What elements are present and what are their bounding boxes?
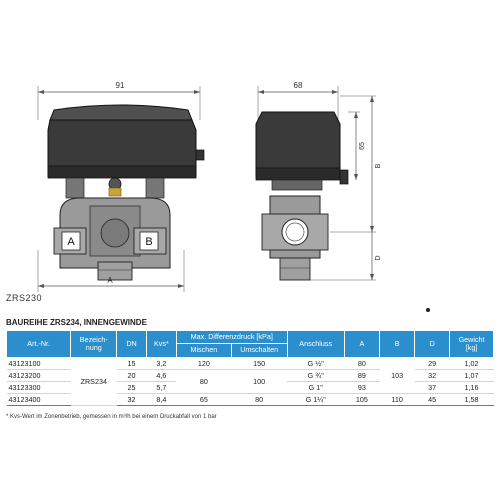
port-b-label: B (145, 236, 153, 248)
header-dn: DN (117, 331, 147, 358)
cell-dn: 25 (117, 381, 147, 393)
cell-art-nr: 43123200 (7, 369, 71, 381)
front-a-label: A (107, 276, 113, 285)
cell-kvs: 3,2 (146, 357, 176, 369)
header-b: B (380, 331, 415, 358)
cell-anschluss: G ¾" (287, 369, 344, 381)
cell-gewicht: 1,58 (450, 393, 494, 405)
header-anschluss: Anschluss (287, 331, 344, 358)
cell-b: 103 (380, 357, 415, 393)
cell-mischen: 80 (176, 369, 231, 393)
header-gewicht: Gewicht [kg] (450, 331, 494, 358)
header-d: D (415, 331, 450, 358)
model-label: ZRS230 (6, 293, 43, 303)
cell-d: 37 (415, 381, 450, 393)
cell-a: 105 (344, 393, 379, 405)
series-title: BAUREIHE ZRS234, INNENGEWINDE (6, 318, 147, 327)
side-b-label: B (375, 163, 382, 169)
bullet-dot (426, 308, 430, 312)
front-width-label: 91 (115, 81, 125, 90)
cell-dn: 32 (117, 393, 147, 405)
cell-dn: 20 (117, 369, 147, 381)
cell-bezeichnung: ZRS234 (71, 357, 117, 405)
header-a: A (344, 331, 379, 358)
cell-umschalten: 150 (231, 357, 287, 369)
cell-art-nr: 43123300 (7, 381, 71, 393)
cell-kvs: 5,7 (146, 381, 176, 393)
cell-kvs: 8,4 (146, 393, 176, 405)
header-kvs: Kvs* (146, 331, 176, 358)
side-width-label: 68 (293, 81, 303, 90)
front-view (38, 81, 204, 292)
header-umschalten: Umschalten (231, 344, 287, 357)
cell-a: 93 (344, 381, 379, 393)
cell-b: 110 (380, 393, 415, 405)
side-d-label: D (375, 255, 382, 261)
cell-kvs: 4,6 (146, 369, 176, 381)
cell-d: 45 (415, 393, 450, 405)
cell-umschalten: 80 (231, 393, 287, 405)
cell-mischen: 120 (176, 357, 231, 369)
header-bezeichnung: Bezeich- nung (71, 331, 117, 358)
cell-umschalten: 100 (231, 369, 287, 393)
cell-dn: 15 (117, 357, 147, 369)
header-max-diff: Max. Differenzdruck [kPa] (176, 331, 287, 344)
cell-d: 32 (415, 369, 450, 381)
cell-anschluss: G 1" (287, 381, 344, 393)
cell-anschluss: G 1¼" (287, 393, 344, 405)
port-a-label: A (67, 236, 75, 248)
cell-a: 80 (344, 357, 379, 369)
footnote: * Kvs-Wert im Zonenbetrieb, gemessen in m³/h bei einem Druckabfall von 1 bar (6, 414, 217, 420)
cell-a: 89 (344, 369, 379, 381)
cell-d: 29 (415, 357, 450, 369)
cell-gewicht: 1,16 (450, 381, 494, 393)
side-65-label: 65 (359, 142, 366, 150)
header-art-nr: Art.-Nr. (7, 331, 71, 358)
table-row (7, 357, 494, 369)
cell-gewicht: 1,02 (450, 357, 494, 369)
cell-anschluss: G ½" (287, 357, 344, 369)
cell-art-nr: 43123400 (7, 393, 71, 405)
header-mischen: Mischen (176, 344, 231, 357)
cell-art-nr: 43123100 (7, 357, 71, 369)
spec-table (6, 330, 494, 406)
cell-mischen: 65 (176, 393, 231, 405)
cell-gewicht: 1,07 (450, 369, 494, 381)
side-view (256, 81, 382, 280)
